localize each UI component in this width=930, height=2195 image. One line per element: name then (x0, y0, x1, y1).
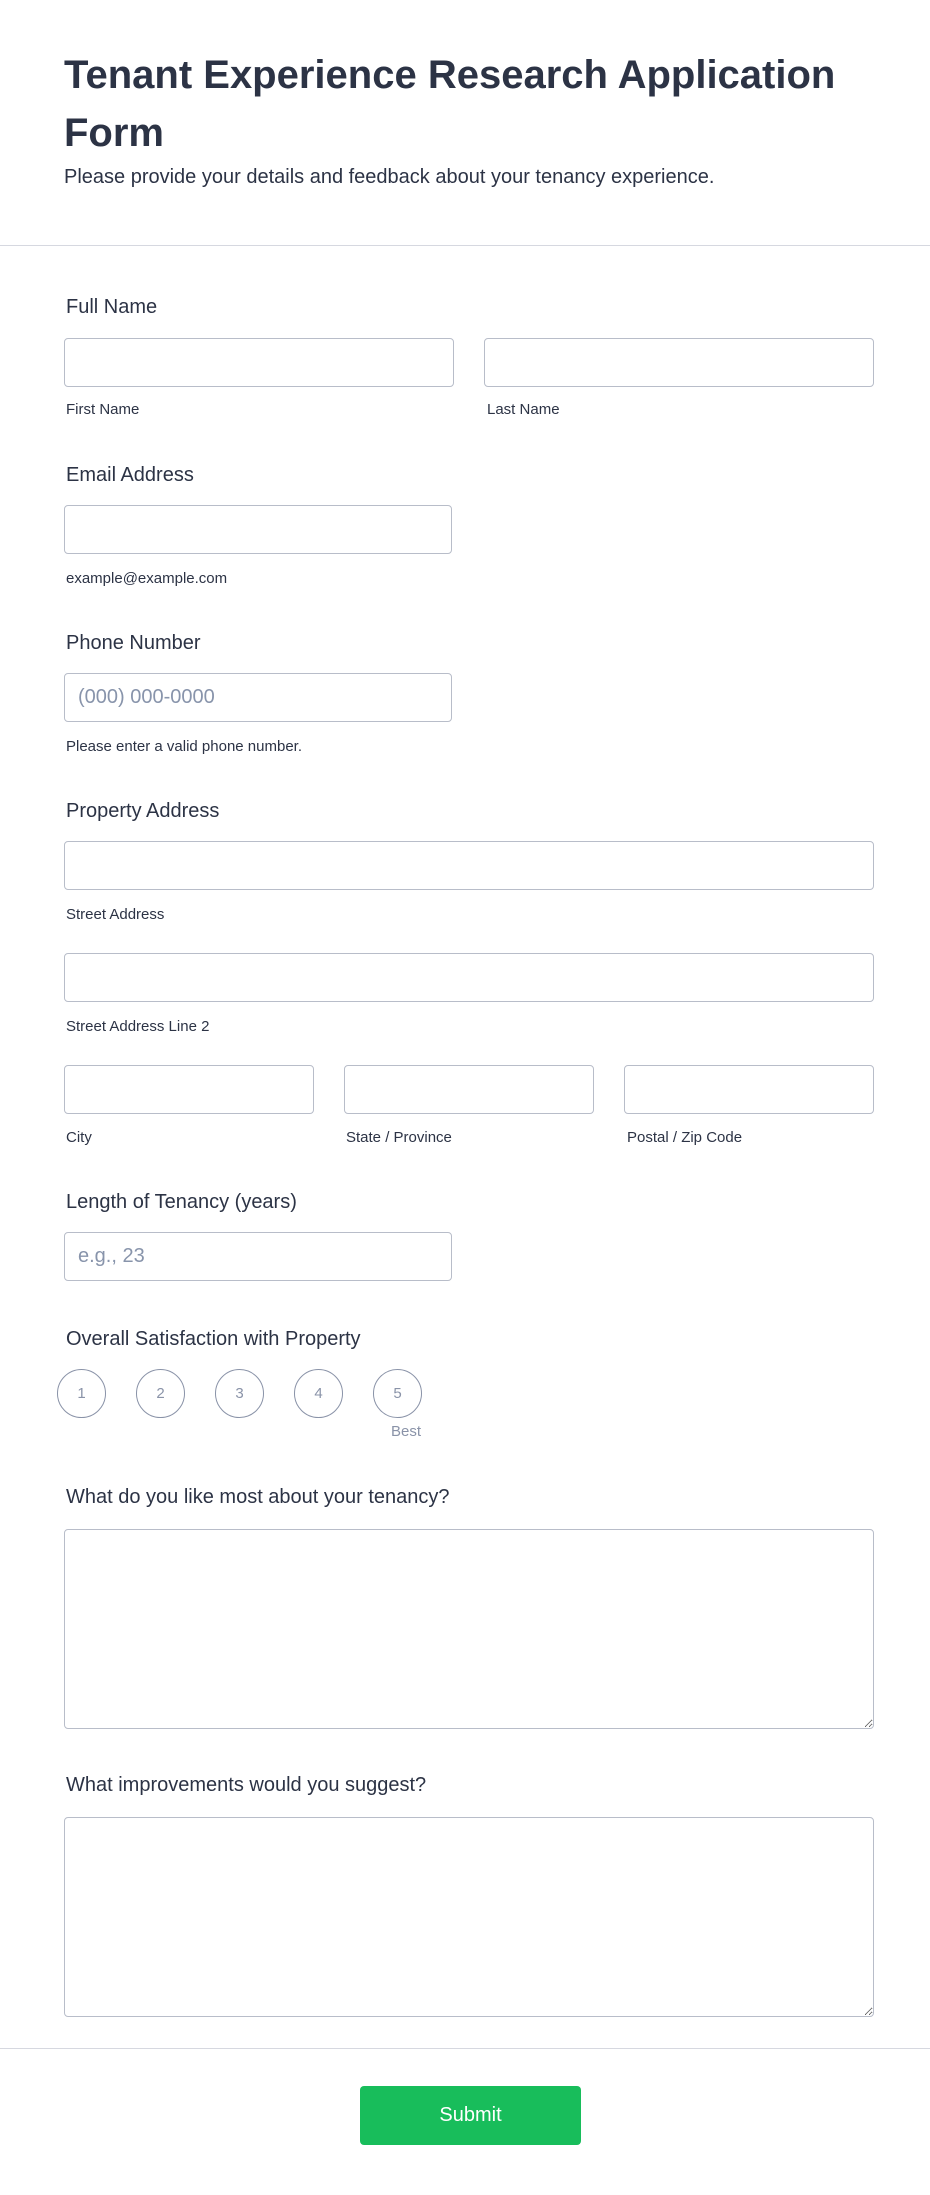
phone-label: Phone Number (66, 632, 201, 654)
rating-option-3[interactable]: 3 (215, 1369, 264, 1418)
likes-label: What do you like most about your tenancy? (66, 1486, 450, 1508)
submit-button[interactable]: Submit (360, 2086, 581, 2145)
rating-option-4[interactable]: 4 (294, 1369, 343, 1418)
page-description: Please provide your details and feedback about your tenancy experience. (64, 166, 715, 188)
street-address-line2-sublabel: Street Address Line 2 (66, 1018, 210, 1035)
zip-input[interactable] (624, 1065, 874, 1114)
full-name-label: Full Name (66, 296, 158, 318)
tenancy-label: Length of Tenancy (years) (66, 1191, 297, 1213)
email-label: Email Address (66, 464, 194, 486)
state-input[interactable] (344, 1065, 594, 1114)
satisfaction-label: Overall Satisfaction with Property (66, 1328, 361, 1350)
phone-sublabel: Please enter a valid phone number. (66, 738, 302, 755)
improvements-textarea[interactable] (64, 1817, 874, 2017)
email-input[interactable] (64, 505, 452, 554)
rating-option-1[interactable]: 1 (57, 1369, 106, 1418)
city-input[interactable] (64, 1065, 314, 1114)
first-name-input[interactable] (64, 338, 454, 387)
email-sublabel: example@example.com (66, 570, 228, 587)
street-address-input[interactable] (64, 841, 874, 890)
address-label: Property Address (66, 800, 220, 822)
rating-option-5[interactable]: 5 (373, 1369, 422, 1418)
page-title: Tenant Experience Research Application Form (64, 53, 836, 155)
last-name-sublabel: Last Name (487, 401, 560, 418)
rating-option-2[interactable]: 2 (136, 1369, 185, 1418)
state-sublabel: State / Province (346, 1129, 452, 1146)
footer-divider (0, 2048, 930, 2049)
zip-sublabel: Postal / Zip Code (627, 1129, 743, 1146)
city-sublabel: City (66, 1129, 92, 1146)
first-name-sublabel: First Name (66, 401, 140, 418)
tenancy-input[interactable] (64, 1232, 452, 1281)
last-name-input[interactable] (484, 338, 874, 387)
street-address-sublabel: Street Address (66, 906, 165, 923)
header-divider (0, 245, 930, 246)
improvements-label: What improvements would you suggest? (66, 1774, 427, 1796)
street-address-line2-input[interactable] (64, 953, 874, 1002)
phone-input[interactable] (64, 673, 452, 722)
rating-best-label: Best (391, 1423, 422, 1440)
likes-textarea[interactable] (64, 1529, 874, 1729)
